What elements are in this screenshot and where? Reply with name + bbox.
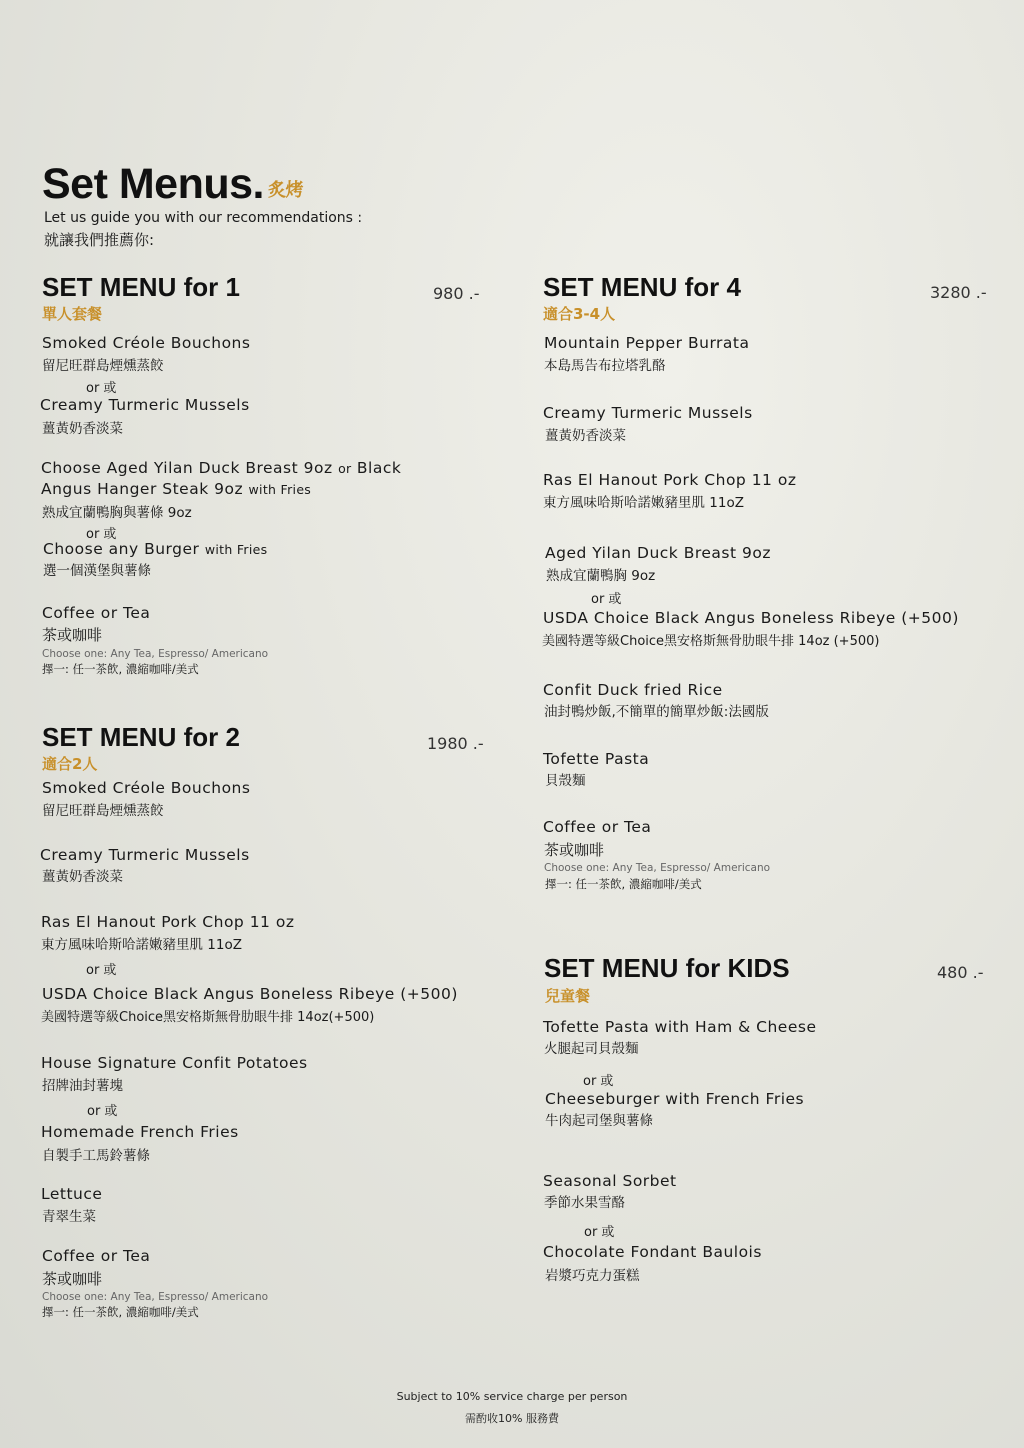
set-menu-4-zh: 適合3-4人 — [543, 305, 616, 323]
page-title-text: Set Menus. — [42, 160, 264, 208]
or-separator: or 或 — [87, 1104, 118, 1119]
intro-zh: 就讓我們推薦你: — [44, 231, 155, 249]
menu-item-zh: 東方風味哈斯哈諾嫩豬里肌 11oZ — [543, 495, 744, 511]
menu-item-zh: 招牌油封薯塊 — [42, 1078, 123, 1094]
menu-item-en: Confit Duck fried Rice — [543, 681, 723, 699]
menu-item-en: Ras El Hanout Pork Chop 11 oz — [41, 913, 295, 931]
menu-item-zh: 留尼旺群島煙燻蒸餃 — [42, 358, 164, 374]
menu-item-zh: 東方風味哈斯哈諾嫩豬里肌 11oZ — [41, 937, 242, 953]
menu-item-en: USDA Choice Black Angus Boneless Ribeye (+500) — [543, 609, 959, 627]
footer-service-charge-zh: 需酌收10% 服務費 — [465, 1412, 559, 1425]
menu-item-en: Creamy Turmeric Mussels — [40, 396, 250, 414]
menu-item-en: USDA Choice Black Angus Boneless Ribeye (+500) — [42, 985, 458, 1003]
footer-service-charge-en: Subject to 10% service charge per person — [396, 1390, 628, 1403]
menu-item-en: Seasonal Sorbet — [543, 1172, 677, 1190]
or-separator: or 或 — [583, 1074, 614, 1089]
menu-item-en-part: Choose any Burger — [43, 540, 200, 558]
menu-item-en-part: Choose Aged Yilan Duck Breast 9oz — [41, 459, 333, 477]
menu-item-zh: 青翠生菜 — [42, 1209, 96, 1225]
set-menu-4-price: 3280 .- — [930, 283, 987, 302]
menu-item-en: Chocolate Fondant Baulois — [543, 1243, 762, 1261]
menu-item-zh: 岩漿巧克力蛋糕 — [545, 1268, 640, 1284]
or-separator: or 或 — [584, 1225, 615, 1240]
menu-item-en: Creamy Turmeric Mussels — [40, 846, 250, 864]
menu-item-zh: 油封鴨炒飯,不簡單的簡單炒飯:法國版 — [544, 704, 769, 720]
set-menu-1-title: SET MENU for 1 — [42, 272, 240, 302]
set-menu-kids-zh: 兒童餐 — [545, 987, 591, 1005]
menu-item-zh: 自製手工馬鈴薯條 — [42, 1148, 150, 1164]
menu-item-zh: 熟成宜蘭鴨胸與薯條 9oz — [42, 505, 192, 521]
menu-item-note-zh: 擇一: 任一茶飲, 濃縮咖啡/美式 — [42, 1305, 199, 1319]
menu-item-en: Smoked Créole Bouchons — [42, 779, 251, 797]
menu-item-en: Aged Yilan Duck Breast 9oz — [545, 544, 771, 562]
menu-item-zh: 茶或咖啡 — [544, 841, 605, 859]
set-menu-1-zh: 單人套餐 — [42, 305, 103, 323]
menu-item-note-zh: 擇一: 任一茶飲, 濃縮咖啡/美式 — [42, 662, 199, 676]
menu-item-en: Ras El Hanout Pork Chop 11 oz — [543, 471, 797, 489]
menu-item-zh: 選一個漢堡與薯條 — [43, 563, 151, 579]
or-separator: or 或 — [86, 963, 117, 978]
or-separator: or 或 — [591, 592, 622, 607]
menu-item-en: Coffee or Tea — [42, 604, 151, 622]
set-menu-4-title: SET MENU for 4 — [543, 272, 741, 302]
menu-item-note-zh: 擇一: 任一茶飲, 濃縮咖啡/美式 — [545, 877, 702, 891]
menu-item-zh: 美國特選等級Choice黑安格斯無骨肋眼牛排 14oz(+500) — [41, 1010, 375, 1025]
menu-item-zh: 季節水果雪酪 — [544, 1195, 625, 1211]
menu-item-en: Coffee or Tea — [543, 818, 652, 836]
page-title — [42, 160, 303, 209]
menu-item-en — [41, 459, 401, 477]
menu-item-en-part: Angus Hanger Steak 9oz — [41, 480, 244, 498]
or-separator: or 或 — [86, 527, 117, 542]
menu-item-zh: 貝殼麵 — [545, 773, 586, 789]
menu-item-en: Tofette Pasta with Ham & Cheese — [543, 1018, 817, 1036]
menu-item-zh: 留尼旺群島煙燻蒸餃 — [42, 803, 164, 819]
menu-item-note-en: Choose one: Any Tea, Espresso/ Americano — [42, 648, 269, 660]
set-menu-2-price: 1980 .- — [427, 734, 484, 753]
menu-item-en: Coffee or Tea — [42, 1247, 151, 1265]
set-menu-kids-title: SET MENU for KIDS — [544, 953, 790, 983]
menu-item-zh: 茶或咖啡 — [42, 1270, 103, 1288]
menu-item-en: Cheeseburger with French Fries — [545, 1090, 805, 1108]
menu-item-zh: 本島馬告布拉塔乳酪 — [544, 358, 666, 374]
set-menu-kids-price: 480 .- — [937, 963, 984, 982]
menu-item-en: House Signature Confit Potatoes — [41, 1054, 308, 1072]
menu-item-en — [41, 480, 311, 498]
page-title-zh: 炙烤 — [268, 180, 303, 200]
menu-item-en — [43, 540, 267, 558]
set-menu-1-price: 980 .- — [433, 284, 480, 303]
menu-item-en: Tofette Pasta — [543, 750, 650, 768]
menu-item-zh: 薑黃奶香淡菜 — [42, 869, 123, 885]
menu-item-en: Homemade French Fries — [41, 1123, 239, 1141]
menu-item-with: with Fries — [204, 542, 268, 557]
menu-item-zh: 火腿起司貝殼麵 — [544, 1041, 639, 1057]
menu-item-en: Lettuce — [41, 1185, 103, 1203]
menu-item-note-en: Choose one: Any Tea, Espresso/ Americano — [544, 862, 771, 874]
menu-item-en: Smoked Créole Bouchons — [42, 334, 251, 352]
menu-item-zh: 牛肉起司堡與薯條 — [545, 1113, 653, 1129]
menu-item-en: Creamy Turmeric Mussels — [543, 404, 753, 422]
menu-item-or: or — [338, 461, 352, 476]
menu-item-zh: 薑黃奶香淡菜 — [42, 421, 123, 437]
menu-item-zh: 美國特選等級Choice黑安格斯無骨肋眼牛排 14oz (+500) — [542, 634, 880, 649]
set-menu-2-zh: 適合2人 — [42, 755, 98, 773]
menu-item-zh: 熟成宜蘭鴨胸 9oz — [546, 568, 656, 584]
menu-item-en: Mountain Pepper Burrata — [544, 334, 750, 352]
or-separator: or 或 — [86, 381, 117, 396]
menu-item-en-part: Black — [356, 459, 402, 477]
intro-en: Let us guide you with our recommendations : — [44, 210, 363, 226]
menu-item-with: with Fries — [248, 482, 312, 497]
set-menu-2-title: SET MENU for 2 — [42, 722, 240, 752]
menu-item-zh: 薑黃奶香淡菜 — [545, 428, 626, 444]
menu-item-zh: 茶或咖啡 — [42, 626, 103, 644]
menu-item-note-en: Choose one: Any Tea, Espresso/ Americano — [42, 1291, 269, 1303]
